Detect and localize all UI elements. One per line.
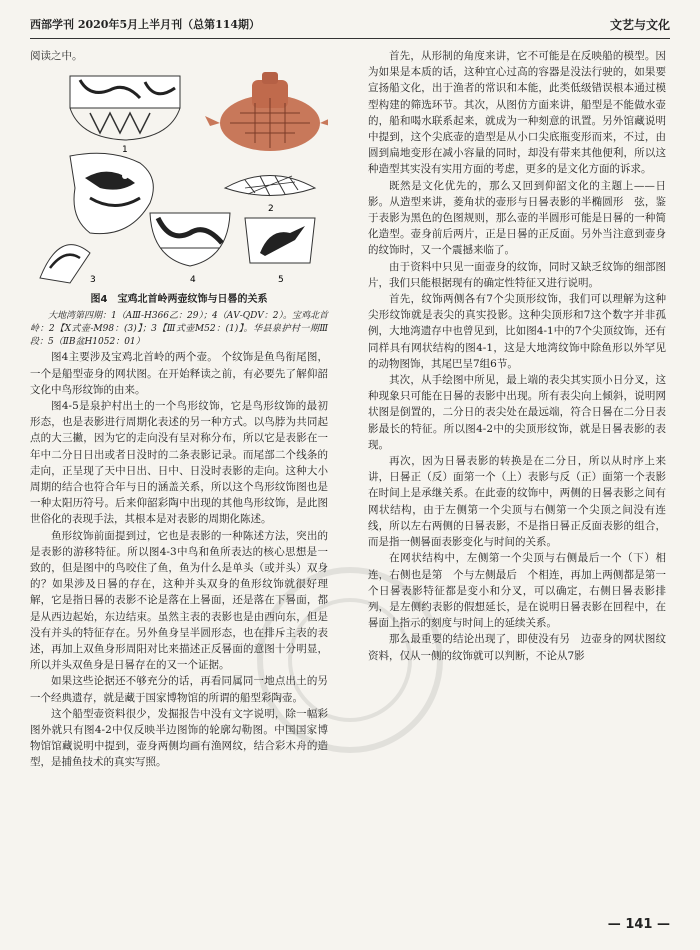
paragraph: 再次，因为日晷表影的转换是在二分日，所以从时序上来讲，日晷正（反）面第一个（上）表影与反（正）面第一个表影在时间上是承继关系。在此壶的纹饰中，两侧的日晷表影之间有网状结构，由于左侧第一个尖顶与右侧第一个尖顶之间没有连线，所以左右两侧的日晷表影，不是指日晷正反面表影的组合，而是指一侧晷面表影变化与时间的关系。 [368, 455, 666, 549]
pot-sketch-1 [70, 76, 180, 140]
left-column [30, 48, 328, 771]
figure-4 [30, 68, 328, 290]
paragraph: 那么最重要的结论出现了，即使没有另 边壶身的网状图纹资料，仅从一侧的纹饰就可以判断，不论从7影 [368, 633, 666, 662]
figure-note: 大地湾第四期：1（AⅢ-H366乙：29）；4（AⅤ-QDV：2）。宝鸡北首岭：2【X式壶-M98：(3)】；3【Ⅲ式壶M52：(1)】。华县泉护村一期Ⅲ段：5（ⅡB盆H1052：01） [30, 311, 328, 348]
paragraph: 首先，纹饰两侧各有7个尖顶形纹饰，我们可以理解为这种尖形纹饰就是表尖的真实投影。这种尖顶形和7这个数字并非孤例，大地湾遗存中也曾见到，比如图4-1中的7个尖顶纹饰，还有同样具有网状结构的图4-1，这是大地湾纹饰中除鱼形以外罕见的动物图饰，其尾巴呈7组6节。 [368, 293, 666, 370]
figure-illustration [30, 68, 328, 290]
paragraph: 图4-5是泉护村出土的一个鸟形纹饰，它是鸟形纹饰的最初形态，也是表影进行周期化表述的另一种方式。以鸟脖为共同起点的大三撇，因为它的走向没有呈对称分布，所以它是表影在一年中二分日日出或者日没时的二条表影记录。而尾部二个线条的走向，正呈现了天中日出、日中、日没时表影的走向。这种大小周期的结合也符合年与日的涵盖关系，所以这个鸟形纹饰图也是一种太阳历符号。后来仰韶彩陶中出现的其他鸟形纹饰，是此图世俗化的表现手法，其根本是对表影的周期化陈述。 [30, 400, 328, 526]
paragraph: 在网状结构中，左侧第一个尖顶与右侧最后一个（下）相连，右侧也是第 个与左侧最后 个相连，再加上两侧都是第一个日晷表影特征都是变小和分叉，可以确定，右侧日晷表影排列，是左侧约表影的假想延长，是在说明日晷表影在回程中，在晷面上指示的刻度与时间上的延续关系。 [368, 552, 666, 630]
figure-label-1: 1 [122, 145, 128, 156]
section-title: 文艺与文化 [609, 18, 670, 32]
bowl-sketch-4 [150, 213, 230, 266]
bird-sketch-5 [245, 218, 315, 263]
paragraph: 由于资料中只见一面壶身的纹饰，同时又缺乏纹饰的细部图片，我们只能根据现有的确定性特征又进行说明。 [368, 260, 666, 289]
page-number: — 141 — [607, 917, 670, 932]
page-header [30, 14, 670, 39]
figure-caption: 图4 宝鸡北首岭两壶纹饰与日晷的关系 [90, 294, 268, 306]
paragraph: 这个船型壶资料很少，发掘报告中没有文字说明，除一幅彩图外就只有图4-2中仅反映半边图饰的轮廓勾勒图。中国国家博物馆馆藏说明中提到，壶身两侧均画有渔网纹，结合彩木舟的造型，是捕鱼技术的真实写照。 [30, 707, 328, 769]
paragraph: 既然是文化优先的，那么又回到仰韶文化的主题上——日影。从造型来讲，菱角状的壶形与日晷表影的半椭圆形 弦，鉴于表影为黑色的色图规则，那么壶的半圆形可能是日晷的一种简化造型。壶身前后两片，正是日晷的正反面。另外当注意到壶身的纹饰时，又一个震撼来临了。 [368, 179, 666, 257]
figure-label-2: 2 [268, 204, 274, 215]
fish-sketch [40, 245, 90, 283]
right-column [368, 48, 666, 664]
journal-title: 西部学刊 2020年5月上半月刊（总第114期） [30, 18, 261, 31]
paragraph: 图4主要涉及宝鸡北首岭的两个壶。 个纹饰是鱼鸟衔尾图，一个是船型壶身的网状图。在开始释读之前，有必要先了解仰韶文化中鸟形纹饰的由来。 [30, 351, 328, 396]
paragraph: 其次，从手绘图中所见，最上端的表尖其实顶小日分叉，这种现象只可能在日晷的表影中出现。所有表尖向上倾斜，说明网状图是倒置的，二分日的表尖处在最远端，符合日晷在二分日表影最长的特征。所以图4-2中的尖顶形纹饰，就是日晷表影的表现。 [368, 374, 666, 451]
figure-label-4: 4 [190, 275, 196, 286]
paragraph: 如果这些论据还不够充分的话，再看同属同一地点出土的另一个经典遗存，就是藏于国家博物馆的所谓的船型彩陶壶。 [30, 675, 328, 704]
paragraph: 鱼形纹饰前面提到过，它也是表影的一种陈述方法，突出的是表影的游移特征。所以图4-3中鸟和鱼所表达的核心思想是一致的，但是图中的鸟咬住了鱼，鱼为什么是单头（或并头）双身的？如果涉及日晷的存在，这种并头双身的鱼形纹饰就很好理解，它是指日晷的表影不论是落在上晷面，还是落在下晷面，都是从西边起始，东边结束。虽然主表的表影也是由西向东，但是没有并头的特征存在。另外鱼身呈半圆形态，也在排斥主表的表述，再加上双鱼身形周阳对比来描述正反晷面的意图十分明显，所以并头双鱼身是日晷存在的又一个证据。 [30, 529, 328, 672]
fish-bird-sketch-3 [70, 153, 153, 233]
paragraph: 首先，从形制的角度来讲，它不可能是在反映船的模型。因为如果是本质的话，这种宜心过高的容器是没法行驶的，如果要宣扬船文化，出于渔者的常识和本能，此类低级错误根本通过模型构建的筛选环节。其次，从图仿方面来讲，船型是不能做水壶的，船和喝水联系起来，就成为一种刻意的讯置。另外馆藏说明中提到，这个尖底壶的造型是从小口尖底瓶变形而来，不过，由圆到扁地变形在减小容量的同时，却没有带来其他便利，所以这种造型其实没有实用方面的考虑，更多的是文化方面的诉求。 [368, 50, 666, 176]
figure-label-3: 3 [90, 275, 96, 286]
boat-pot-sketch [225, 176, 315, 197]
figure-label-5: 5 [278, 275, 284, 286]
paragraph: 阅读之中。 [30, 50, 83, 62]
boat-pot-photo-2 [205, 72, 328, 151]
